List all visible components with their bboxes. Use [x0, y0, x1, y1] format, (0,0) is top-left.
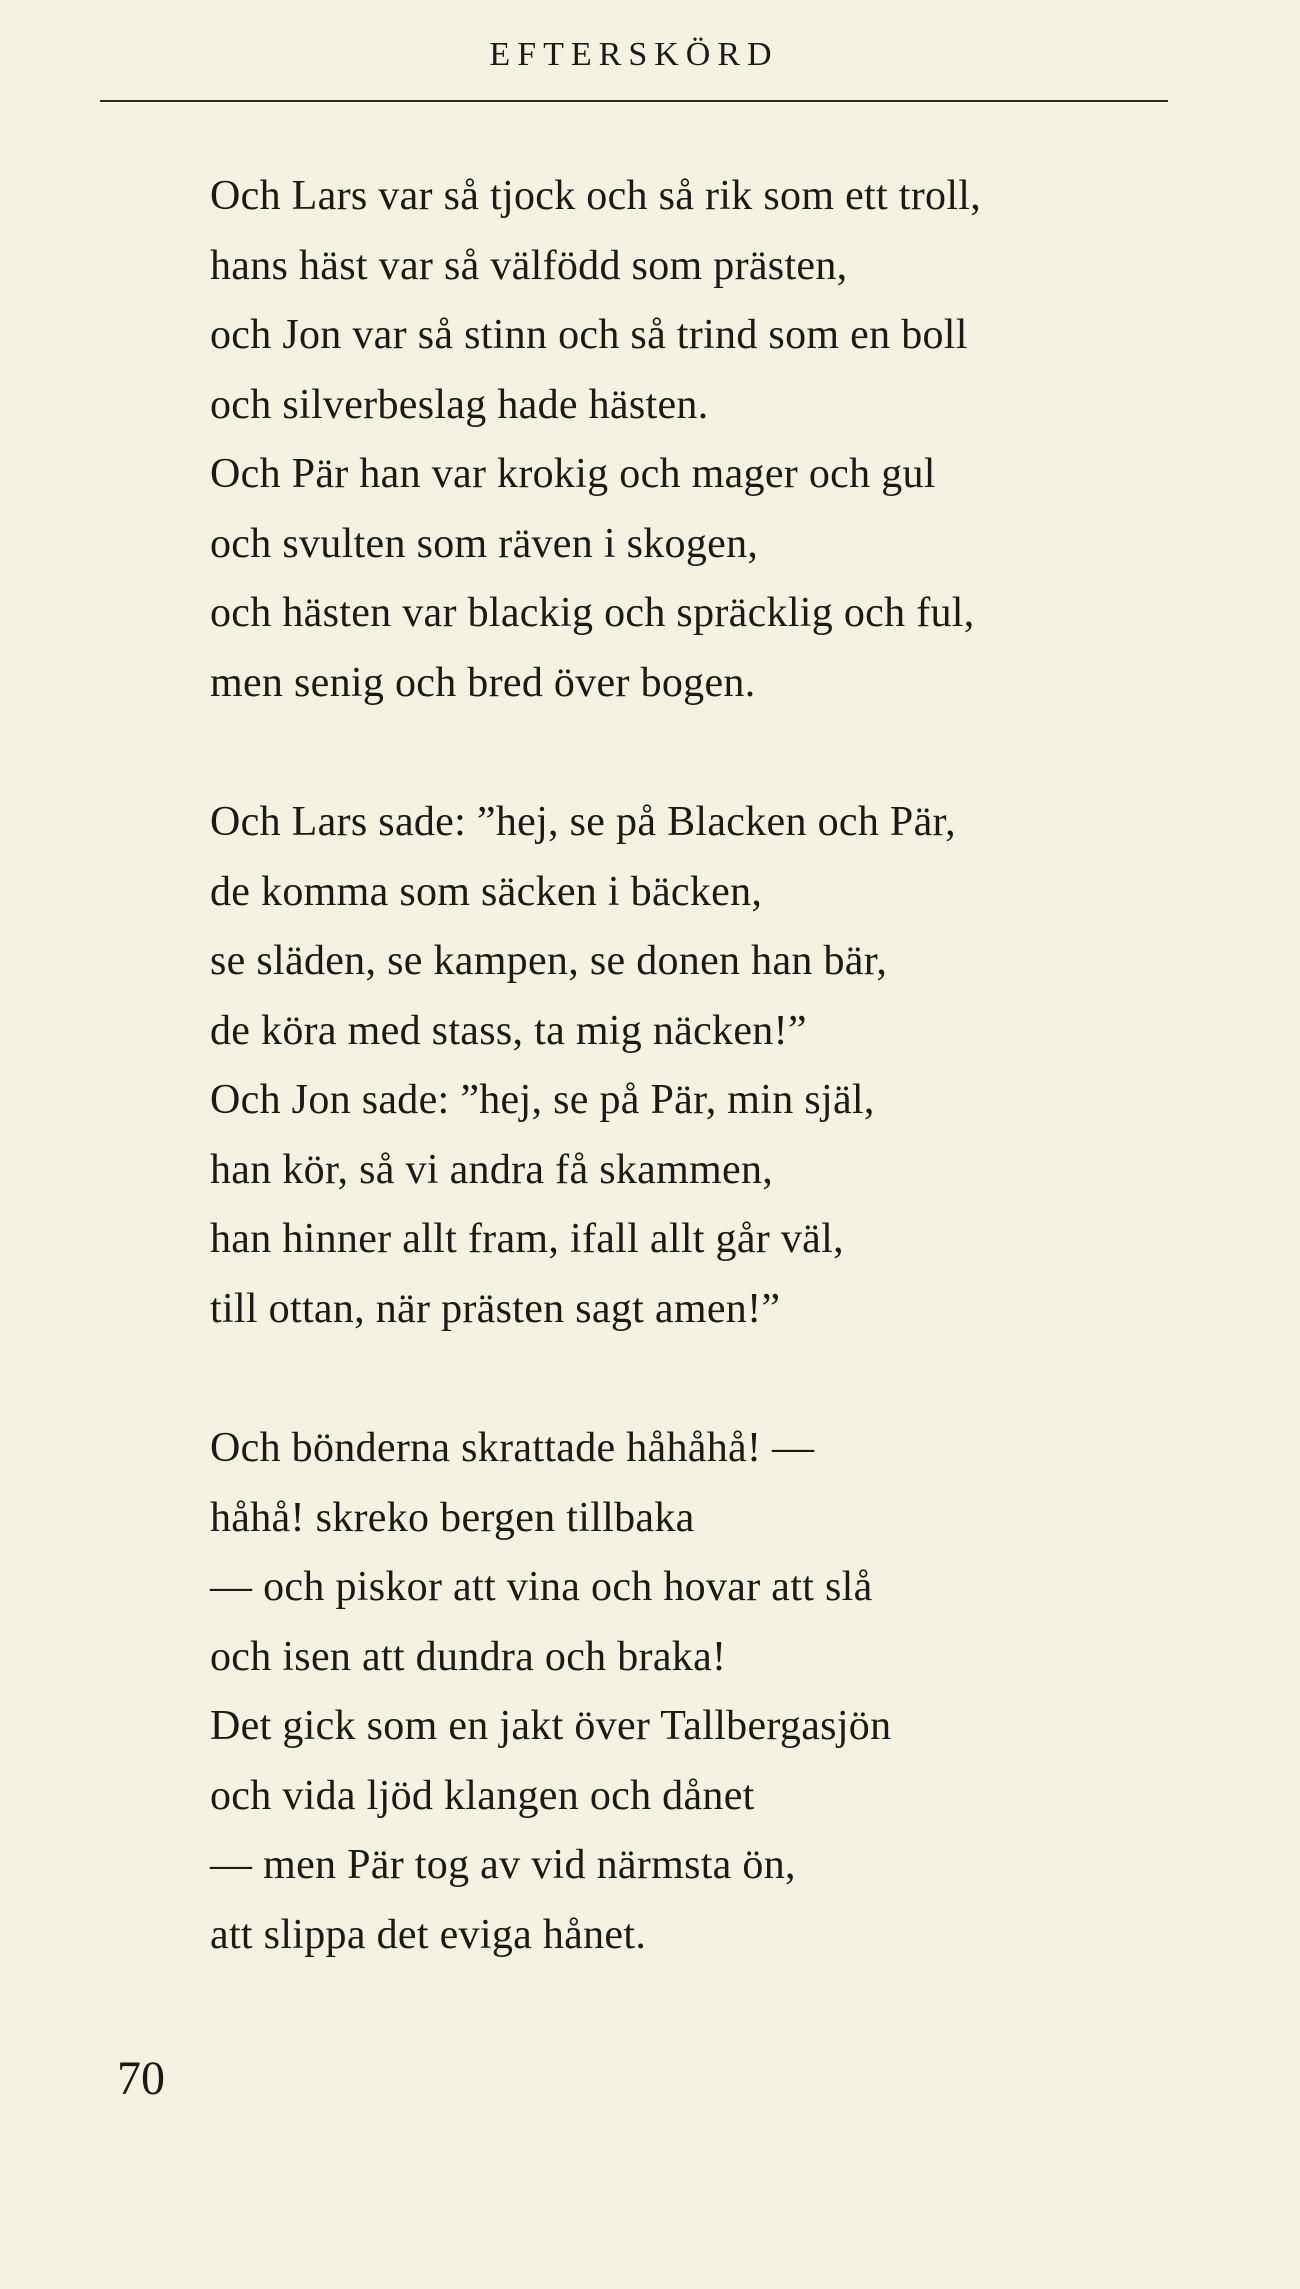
verse-line: håhå! skreko bergen tillbaka	[210, 1494, 695, 1541]
verse-line: och svulten som räven i skogen,	[210, 520, 759, 567]
stanza-2	[210, 788, 1170, 1344]
poem-body	[210, 162, 1170, 1970]
verse-line: Och Pär han var krokig och mager och gul	[210, 451, 936, 497]
verse-line: han kör, så vi andra få skammen,	[210, 1146, 774, 1193]
page-header	[100, 38, 1168, 72]
verse-line: till ottan, när prästen sagt amen!”	[210, 1285, 781, 1332]
verse-line: och silverbeslag hade hästen.	[210, 381, 709, 428]
running-title: EFTERSKÖRD	[489, 36, 779, 73]
verse-line: de köra med stass, ta mig näcken!”	[210, 1007, 807, 1054]
verse-line: hans häst var så välfödd som prästen,	[210, 242, 848, 289]
verse-line: Och bönderna skrattade håhåhå! —	[210, 1425, 815, 1471]
verse-line: Och Jon sade: ”hej, se på Pär, min själ,	[210, 1077, 875, 1123]
verse-line: se släden, se kampen, se donen han bär,	[210, 938, 888, 984]
verse-line: — och piskor att vina och hovar att slå	[210, 1564, 873, 1610]
stanza-1	[210, 162, 1170, 718]
verse-line: och hästen var blackig och spräcklig och ful,	[210, 590, 975, 636]
verse-line: att slippa det eviga hånet.	[210, 1911, 647, 1958]
page-number: 70	[117, 2052, 165, 2105]
verse-line: men senig och bred över bogen.	[210, 659, 756, 706]
verse-line: — men Pär tog av vid närmsta ön,	[210, 1842, 796, 1888]
verse-line: han hinner allt fram, ifall allt går väl,	[210, 1216, 844, 1262]
header-rule	[100, 100, 1168, 102]
verse-line: Och Lars sade: ”hej, se på Blacken och Pär,	[210, 799, 956, 845]
verse-line: de komma som säcken i bäcken,	[210, 868, 763, 915]
verse-line: och Jon var så stinn och så trind som en boll	[210, 312, 968, 358]
verse-line: och isen att dundra och braka!	[210, 1633, 727, 1680]
verse-line: Det gick som en jakt över Tallbergasjön	[210, 1703, 892, 1749]
verse-line: Och Lars var så tjock och så rik som ett troll,	[210, 173, 982, 219]
verse-line: och vida ljöd klangen och dånet	[210, 1772, 755, 1819]
stanza-3	[210, 1414, 1170, 1970]
